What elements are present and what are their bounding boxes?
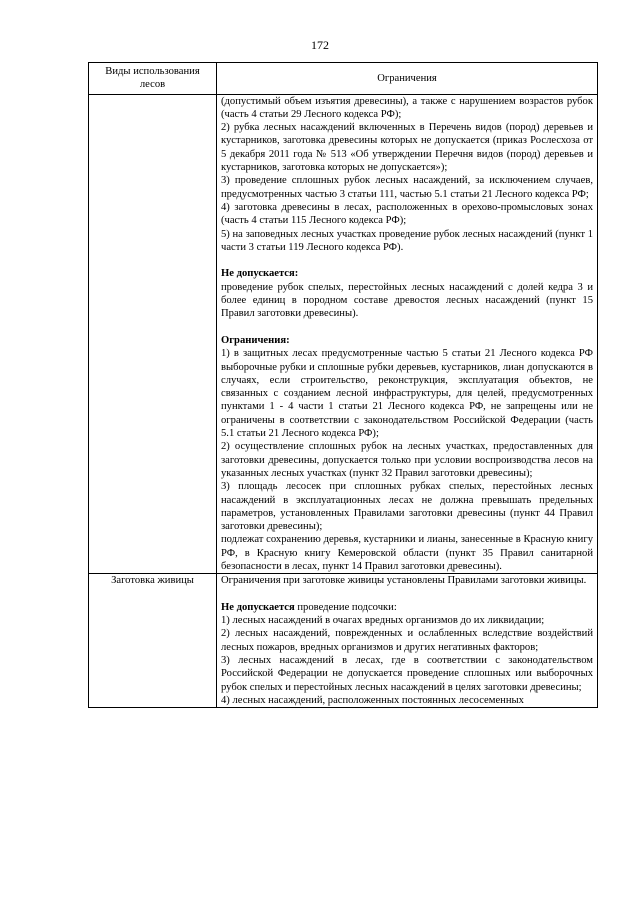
resin-not-allowed-bold: Не допускается xyxy=(221,601,295,613)
resin-item: 2) лесных насаждений, поврежденных и ослабленных вследствие воздействий лесных пожаров, вредных организмов и других негативных факторов; xyxy=(221,628,593,653)
row1-label xyxy=(89,94,217,574)
header-restrictions: Ограничения xyxy=(217,63,598,95)
row1-line: (допустимый объем изъятия древесины), а также с нарушением возрастов рубок (часть 4 статьи 29 Лесного кодекса РФ); xyxy=(221,95,593,120)
restrictions-table xyxy=(88,62,598,708)
row1-line: 2) рубка лесных насаждений включенных в Перечень видов (пород) деревьев и кустарников, заготовка древесины которых не допускается (приказ Рослесхоза от 5 декабря 2011 года № 513 «Об утверждении Перечня видов (пород) деревьев и кустарников, заготовка которых не допускается»); xyxy=(221,122,593,174)
row1-content xyxy=(217,94,598,574)
row1-line: 4) заготовка древесины в лесах, расположенных в орехово-промысловых зонах (часть 4 статьи 115 Лесного кодекса РФ); xyxy=(221,201,593,227)
resin-not-allowed-rest: проведение подсочки: xyxy=(294,601,397,613)
restriction-item: 2) осуществление сплошных рубок на лесных участках, предоставленных для заготовки древесины, допускается только при условии воспроизводства лесов на указанных лесных участках (пункт 32 Правил заготовки древесины); xyxy=(221,441,593,479)
table-row xyxy=(89,94,598,574)
not-allowed-heading: Не допускается: xyxy=(221,268,299,280)
restrictions-heading: Ограничения: xyxy=(221,334,290,346)
resin-item: 4) лесных насаждений, расположенных постоянных лесосеменных xyxy=(221,694,524,706)
table-row xyxy=(89,574,598,708)
resin-not-allowed xyxy=(221,601,593,614)
resin-intro: Ограничения при заготовке живицы установлены Правилами заготовки живицы. xyxy=(221,575,587,587)
table-header-row xyxy=(89,63,598,95)
row2-label: Заготовка живицы xyxy=(89,574,217,708)
resin-item: 3) лесных насаждений в лесах, где в соответствии с законодательством Российской Федерации не допускается проведение сплошных или выборочных рубок спелых и перестойных лесных насаждений в целях заготовки древесины; xyxy=(221,655,593,693)
row1-line: 5) на заповедных лесных участках проведение рубок лесных насаждений (пункт 1 части 3 статьи 119 Лесного кодекса РФ). xyxy=(221,228,593,253)
resin-item: 1) лесных насаждений в очагах вредных организмов до их ликвидации; xyxy=(221,615,545,627)
page-number: 172 xyxy=(311,38,329,52)
restriction-item: 3) площадь лесосек при сплошных рубках спелых, перестойных лесных насаждений в эксплуатационных лесах не должна превышать предельных параметров, установленных Правилами заготовки древесины (пункт 44 Правил заготовки древесины); xyxy=(221,481,593,533)
restriction-item: 1) в защитных лесах предусмотренные частью 5 статьи 21 Лесного кодекса РФ выборочные рубки и сплошные рубки деревьев, кустарников, лиан допускаются в случаях, если строительство, реконструкция, эксплуатация объектов, не связанных с созданием лесной инфраструктуры, для целей, предусмотренных пунктами 1 - 4 части 1 статьи 21 Лесного кодекса РФ, не запрещены или не ограничены в соответствии с законодательством Российской Федерации (часть 5.1 статьи 21 Лесного кодекса РФ); xyxy=(221,348,593,440)
row2-content xyxy=(217,574,598,708)
not-allowed-text: проведение рубок спелых, перестойных лесных насаждений с долей кедра 3 и более единиц в породном составе древостоя лесных насаждений (пункт 15 Правил заготовки древесины). xyxy=(221,281,593,320)
restriction-item: подлежат сохранению деревья, кустарники и лианы, занесенные в Красную книгу РФ, в Красную книгу Кемеровской области (пункт 35 Правил санитарной безопасности в лесах, пункт 14 Правил заготовки древесины). xyxy=(221,534,593,572)
row1-line: 3) проведение сплошных рубок лесных насаждений, за исключением случаев, предусмотренных частью 3 статьи 111, частью 5.1 статьи 21 Лесного кодекса РФ; xyxy=(221,175,593,200)
header-forest-use-types: Виды использования лесов xyxy=(89,63,217,95)
